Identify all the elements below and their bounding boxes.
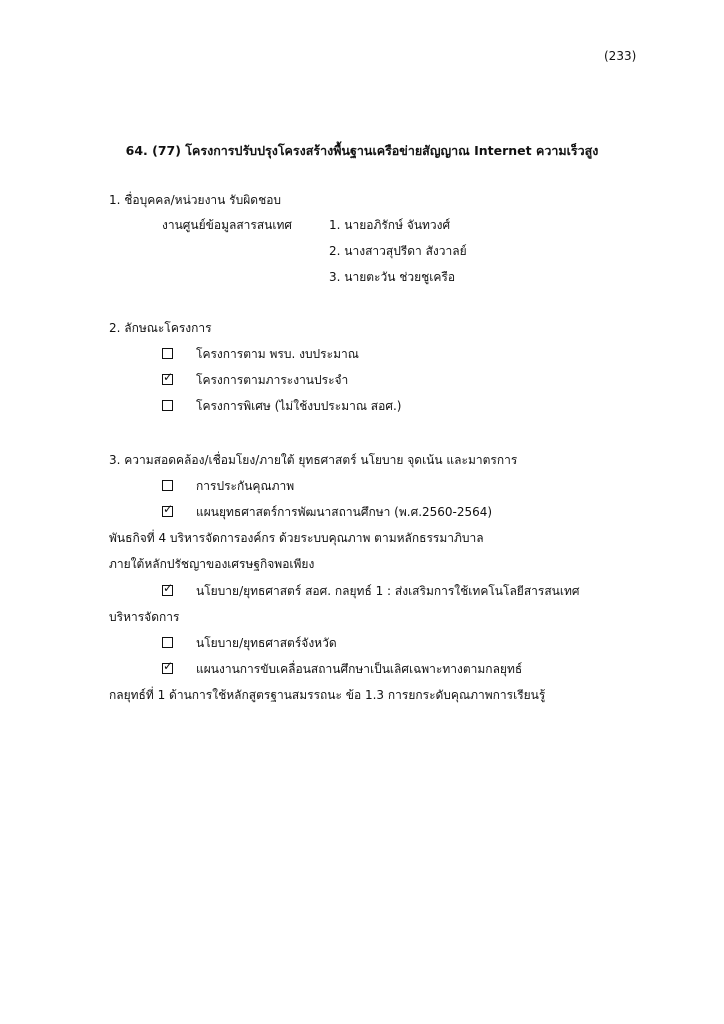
option-label: โครงการตามภาระงานประจำ [196, 373, 349, 387]
note-mission: พันธกิจที่ 4 บริหารจัดการองค์กร ด้วยระบบคุณภาพ ตามหลักธรรมาภิบาล [109, 531, 484, 545]
person-2: 2. นางสาวสุปรีดา สังวาลย์ [329, 244, 467, 258]
responsible-unit: งานศูนย์ข้อมูลสารสนเทศ [162, 218, 292, 232]
person-1: 1. นายอภิรักษ์ จันทวงศ์ [329, 218, 451, 232]
item-label: แผนยุทธศาสตร์การพัฒนาสถานศึกษา (พ.ศ.2560-2564) [196, 505, 493, 519]
checkmark-icon: ✓ [163, 370, 174, 384]
checkbox-excellence-plan[interactable] [162, 659, 174, 674]
note-management: บริหารจัดการ [109, 610, 180, 624]
checkbox-quality-assurance[interactable] [162, 480, 173, 491]
checkmark-icon: ✓ [163, 581, 174, 595]
checkbox-ovec-policy[interactable] [162, 581, 174, 596]
checkbox-province-policy[interactable] [162, 637, 173, 648]
checkbox-strategic-plan[interactable] [162, 502, 174, 517]
item-label: การประกันคุณภาพ [196, 479, 295, 493]
checkmark-icon: ✓ [163, 659, 174, 673]
section3-heading: 3. ความสอดคล้อง/เชื่อมโยง/ภายใต้ ยุทธศาสตร์ นโยบาย จุดเน้น และมาตรการ [109, 453, 518, 467]
item-label: นโยบาย/ยุทธศาสตร์ สอศ. กลยุทธ์ 1 : ส่งเสริมการใช้เทคโนโลยีสารสนเทศ [196, 584, 580, 598]
note-strategy: กลยุทธ์ที่ 1 ด้านการใช้หลักสูตรฐานสมรรถนะ ข้อ 1.3 การยกระดับคุณภาพการเรียนรู้ [109, 688, 546, 702]
project-title: 64. (77) โครงการปรับปรุงโครงสร้างพื้นฐานเครือข่ายสัญญาณ Internet ความเร็วสูง [125, 143, 599, 158]
checkbox-special-project[interactable] [162, 400, 173, 411]
section2-heading: 2. ลักษณะโครงการ [109, 321, 212, 335]
person-3: 3. นายตะวัน ช่วยชูเครือ [329, 270, 456, 284]
checkbox-routine-project[interactable] [162, 370, 174, 385]
checkbox-project-budget-act[interactable] [162, 348, 173, 359]
option-label: โครงการตาม พรบ. งบประมาณ [196, 347, 359, 361]
note-sufficiency: ภายใต้หลักปรัชญาของเศรษฐกิจพอเพียง [109, 557, 315, 571]
item-label: แผนงานการขับเคลื่อนสถานศึกษาเป็นเลิศเฉพาะทางตามกลยุทธ์ [196, 662, 523, 676]
item-label: นโยบาย/ยุทธศาสตร์จังหวัด [196, 636, 337, 650]
checkmark-icon: ✓ [163, 502, 174, 516]
section1-heading: 1. ชื่อบุคคล/หน่วยงาน รับผิดชอบ [109, 193, 282, 207]
page-number: (233) [604, 49, 637, 63]
option-label: โครงการพิเศษ (ไม่ใช้งบประมาณ สอศ.) [196, 399, 402, 413]
